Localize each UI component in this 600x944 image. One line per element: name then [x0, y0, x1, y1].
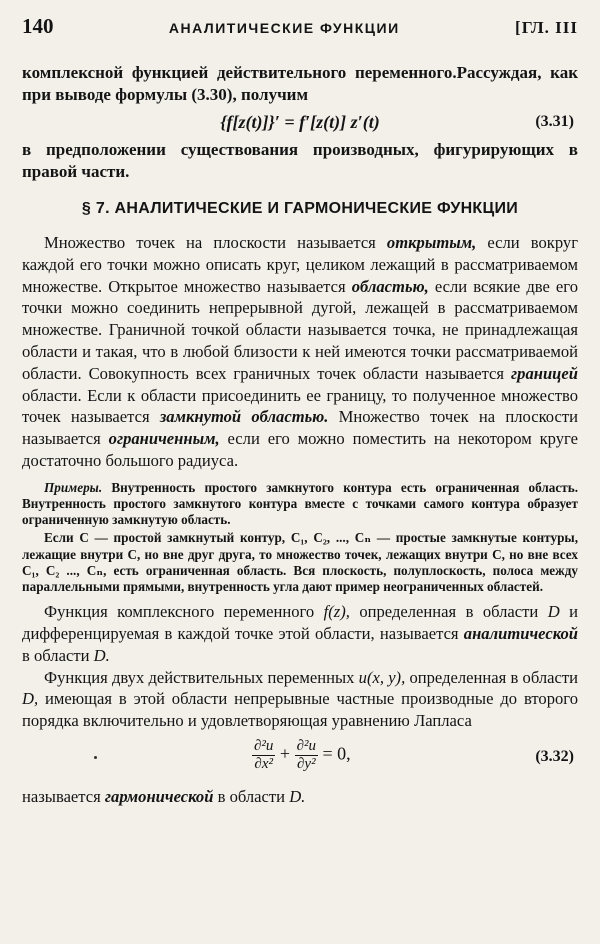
fraction-yy: [295, 738, 318, 773]
math-inline: D,: [22, 689, 39, 709]
term-boundary: границей: [511, 363, 578, 383]
closing-line: [22, 786, 578, 808]
text-run: Функция комплексного переменного: [44, 602, 324, 622]
analytic-definition: [22, 601, 578, 666]
text-run: если его можно поместить на некотором круге достаточно большого радиуса.: [22, 429, 578, 470]
book-page: [22, 14, 578, 808]
term-open: открытым,: [386, 233, 477, 252]
section-heading: § 7. АНАЛИТИЧЕСКИЕ И ГАРМОНИЧЕСКИЕ ФУНКЦИИ: [81, 200, 519, 217]
page-number: 140: [22, 14, 54, 38]
numerator: ∂²u: [254, 737, 274, 754]
running-title: АНАЛИТИЧЕСКИЕ ФУНКЦИИ: [168, 20, 400, 36]
plus-sign: +: [279, 743, 291, 764]
text-run: имеющая в этой области непрерывные частные производные до второго порядка включительно и удовлетворяющая уравнению Лапласа: [22, 689, 578, 731]
definitions-paragraph: [22, 232, 578, 472]
stray-mark: [94, 756, 97, 759]
text-run: называется: [22, 786, 105, 806]
examples-label: Примеры.: [44, 479, 103, 495]
equation-number: (3.31): [535, 113, 574, 130]
numerator: ∂²u: [296, 737, 316, 754]
text-run: в области: [213, 786, 290, 806]
denominator: ∂x²: [254, 755, 273, 772]
text-run: определенная в области: [405, 667, 578, 687]
fraction-xx: [252, 738, 275, 773]
laplace-formula: [252, 738, 351, 773]
math-inline: f(z),: [323, 602, 350, 622]
text-run: области. Если к области присоединить ее границу, то полученное множество точек называется: [22, 385, 578, 427]
harmonic-definition: [22, 667, 578, 732]
text-run: Внутренность простого замкнутого контура есть ограниченная область. Внутренность простого замкнутого контура вместе с точками самого контура образует ограниченную замкнутую область.: [22, 479, 578, 528]
term-bounded: ограниченным,: [108, 429, 220, 449]
math-inline: D.: [289, 786, 306, 806]
term-domain: областью,: [351, 276, 429, 296]
equation-3-32: [22, 734, 578, 782]
equals-zero: = 0,: [322, 743, 351, 764]
page-header: [22, 14, 578, 48]
text-run: если всякие две его точки можно соединить непрерывной дугой, лежащей в рассматриваемом множестве. Граничной точкой области называется точка, не принадлежащая области и такая, что в любой близости к ней имеются точки рассматриваемой области. Совокупность всех граничных точек области называется: [22, 276, 578, 383]
term-closed-domain: замкнутой областью.: [159, 407, 329, 427]
text-run: Функция двух действительных переменных: [44, 667, 359, 687]
examples-paragraph: [22, 480, 578, 529]
equation-number: (3.32): [535, 747, 574, 765]
math-inline: D: [547, 602, 560, 622]
text-run: в области: [22, 645, 94, 665]
chapter-label: [ГЛ. III: [515, 18, 578, 37]
math-inline: D.: [93, 645, 110, 665]
examples-paragraph-2: Если C — простой замкнутый контур, C₁, C₂, ..., Cₙ — простые замкнутые контуры, лежащие внутри C, но вне друг друга, то множество точек, лежащих внутри C, но вне всех C₁, C₂ ..., Cₙ, есть ограниченная область. Вся плоскость, полуплоскость, полоса между параллельными прямыми, внутренность угла дают пример неограниченных областей.: [22, 530, 578, 594]
text-run: и дифференцируемая в каждой точке этой области, называется: [22, 602, 578, 643]
math-inline: u(x, y),: [358, 667, 406, 687]
text-run: если вокруг каждой его точки можно описать круг, целиком лежащий в рассматриваемом множестве. Открытое множество называется: [22, 233, 579, 296]
term-harmonic: гармонической: [104, 786, 214, 806]
denominator: ∂y²: [297, 755, 316, 772]
equation-3-31: [22, 105, 578, 139]
text-run: Множество точек на плоскости называется: [44, 233, 387, 252]
text-run: Множество точек на плоскости называется: [22, 407, 578, 449]
text-run: определенная в области: [349, 602, 548, 622]
intro-paragraph: комплексной функцией действительного переменного.Рассуждая, как при выводе формулы (3.30), получим: [22, 63, 578, 104]
equation-body: {f[z(t)]}′ = f′[z(t)] z′(t): [220, 112, 380, 132]
intro-continuation: в предположении существования производных, фигурирующих в правой части.: [22, 140, 578, 181]
term-analytic: аналитической: [463, 623, 578, 643]
